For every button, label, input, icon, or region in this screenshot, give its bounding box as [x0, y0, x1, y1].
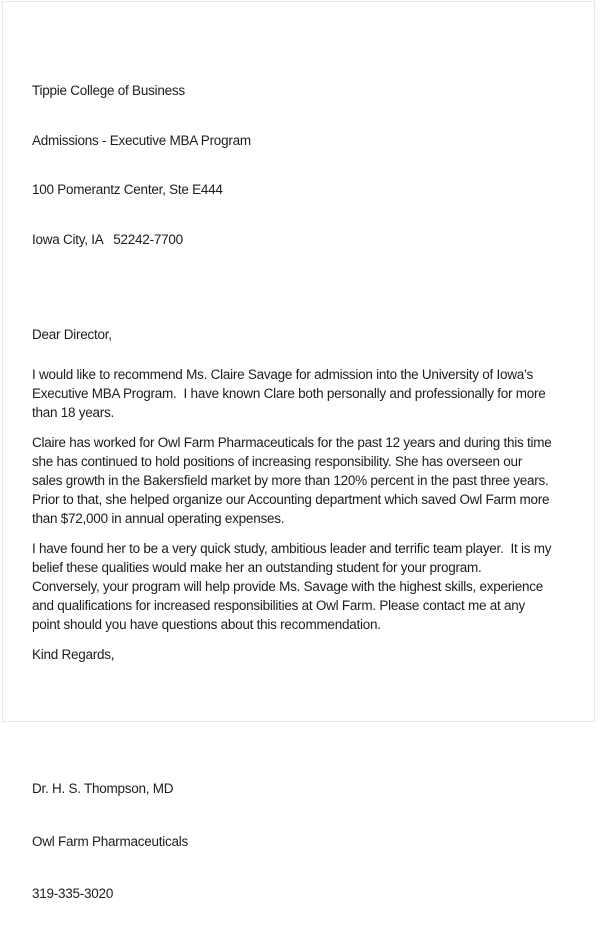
signature-line: Owl Farm Pharmaceuticals — [32, 833, 189, 849]
sender-line: Admissions - Executive MBA Program — [32, 132, 251, 148]
signature-line: 319-335-3020 — [32, 886, 114, 901]
sender-line: Tippie College of Business — [32, 83, 185, 98]
sender-line: 100 Pomerantz Center, Ste E444 — [32, 182, 223, 197]
salutation: Dear Director, — [32, 327, 112, 342]
signature-block — [32, 745, 553, 938]
letter-paragraph: I would like to recommend Ms. Claire Savage for admission into the University of Iowa’s Executive MBA Program. I have known Clare both personally and professionally for more than 18 years. — [32, 367, 550, 420]
signature-line: Dr. H. S. Thompson, MD — [32, 781, 174, 796]
letter-paragraph: Claire has worked for Owl Farm Pharmaceuticals for the past 12 years and during this time she has continued to hold positions of increasing responsibility. She has overseen our sales growth in the Bakersfield market by more than 120% percent in the past three years. Prior to that, she helped organize our Accounting department which saved Owl Farm more than $72,000 in annual operating expenses. — [32, 435, 556, 526]
sender-line: Iowa City, IA 52242-7700 — [32, 231, 183, 247]
letter-paragraph: I have found her to be a very quick study, ambitious leader and terrific team player. It is my belief these qualities would make her an outstanding student for your program. Conversely, your program will help provide Ms. Savage with the highest skills, experience and qualifications for increased responsibilities at Owl Farm. Please contact me at any point should you have questions about this recommendation. — [32, 541, 555, 632]
sender-address-block — [32, 50, 553, 281]
closing: Kind Regards, — [32, 647, 115, 662]
